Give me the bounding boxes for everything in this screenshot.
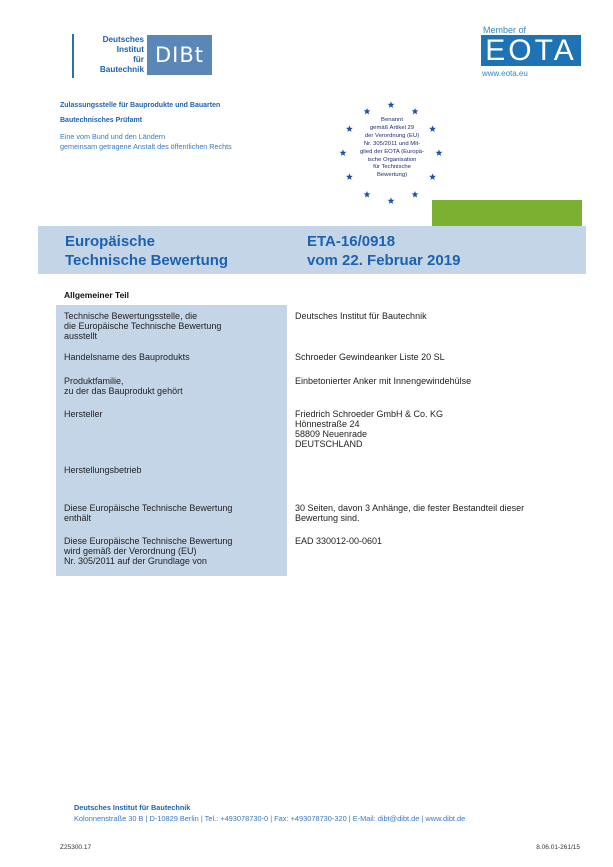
row-value [295, 352, 575, 362]
row-value-line: DEUTSCHLAND [295, 439, 363, 449]
row-label [64, 311, 284, 341]
logo-divider [72, 34, 74, 78]
row-label-line: zu der das Bauprodukt gehört [64, 386, 183, 396]
dibt-logo-line: Bautechnik [99, 65, 144, 74]
row-label-line: Hersteller [64, 409, 103, 419]
row-label [64, 376, 284, 396]
row-label-line: Handelsname des Bauprodukts [64, 352, 190, 362]
authority-line-2: Bautechnisches Prüfamt [60, 117, 143, 124]
row-label-line: die Europäische Technische Bewertung [64, 321, 222, 331]
eta-number: ETA-16/0918 [307, 233, 396, 250]
authority-line-4: gemeinsam getragene Anstalt des öffentlichen Rechts [60, 142, 232, 151]
row-label-line: Technische Bewertungsstelle, die [64, 311, 198, 321]
star-icon [412, 108, 419, 115]
document-title [65, 232, 228, 270]
section-heading: Allgemeiner Teil [64, 290, 130, 300]
row-value [295, 503, 575, 523]
row-value-line: EAD 330012-00-0601 [295, 536, 383, 546]
row-label-line: enthält [64, 513, 92, 523]
star-icon [412, 191, 419, 198]
row-label-line: ausstellt [64, 331, 98, 341]
footer-contact: Kolonnenstraße 30 B | D-10829 Berlin | Tel.: +493078730-0 | Fax: +493078730-320 | E-Mail: dibt@dibt.de | www.dibt.de [74, 814, 466, 823]
row-label [64, 465, 284, 475]
star-icon [364, 191, 371, 198]
row-value-line: Schroeder Gewindeanker Liste 20 SL [295, 352, 445, 362]
row-value [295, 409, 575, 449]
badge-line: glied der EOTA (Europä- [359, 148, 425, 155]
row-value [295, 311, 575, 321]
badge-line: Benannt [381, 117, 403, 123]
footer-org: Deutsches Institut für Bautechnik [74, 803, 191, 812]
row-label-line: wird gemäß der Verordnung (EU) [64, 546, 197, 556]
row-value [295, 376, 575, 386]
badge-line: für Technische [373, 164, 411, 171]
star-icon [388, 197, 395, 204]
row-value-line: Bewertung sind. [295, 513, 360, 523]
eota-url: www.eota.eu [482, 69, 528, 78]
notified-body-badge-text [342, 117, 442, 180]
row-label-line: Herstellungsbetrieb [64, 465, 142, 475]
row-label [64, 536, 284, 566]
dibt-logo-mark: DIBt [147, 35, 212, 75]
row-value-line: Einbetonierter Anker mit Innengewindehülse [295, 376, 472, 386]
row-value-line: Deutsches Institut für Bautechnik [295, 311, 427, 321]
row-label-line: Produktfamilie, [64, 376, 124, 386]
badge-line: gemäß Artikel 29 [369, 124, 415, 131]
eota-member-label: Member of [483, 25, 527, 35]
row-label-line: Nr. 305/2011 auf der Grundlage von [64, 556, 207, 566]
row-value-line: Hönnestraße 24 [295, 419, 360, 429]
row-label-line: Diese Europäische Technische Bewertung [64, 536, 233, 546]
row-value [295, 536, 575, 546]
star-icon [364, 108, 371, 115]
badge-line: ische Organisation [367, 156, 417, 163]
document-code: Z25300.17 [60, 844, 92, 851]
document-reference [307, 232, 460, 270]
title-line-2: Technische Bewertung [65, 252, 229, 269]
row-label [64, 409, 284, 419]
star-icon [388, 101, 395, 108]
eta-date: vom 22. Februar 2019 [307, 252, 461, 269]
eota-logo-mark: EOTA [481, 35, 581, 66]
badge-line: Bewertung) [376, 172, 408, 179]
row-value-line: Friedrich Schroeder GmbH & Co. KG [295, 409, 444, 419]
badge-line: der Verordnung (EU) [364, 132, 420, 139]
file-number: 8.06.01-261/15 [536, 844, 580, 851]
title-line-1: Europäische [65, 233, 156, 250]
authority-line-1: Zulassungsstelle für Bauprodukte und Bauarten [60, 102, 221, 109]
row-label [64, 503, 284, 523]
authority-line-3: Eine vom Bund und den Ländern [60, 132, 166, 141]
badge-line: Nr. 305/2011 und Mit- [363, 140, 421, 147]
dibt-logo-text [78, 35, 144, 75]
dibt-logo-line: für [133, 55, 144, 64]
row-value-line: 58809 Neuenrade [295, 429, 368, 439]
row-label-line: Diese Europäische Technische Bewertung [64, 503, 233, 513]
row-label [64, 352, 284, 362]
dibt-logo-line: Institut [116, 45, 144, 54]
row-value-line: 30 Seiten, davon 3 Anhänge, die fester Bestandteil dieser [295, 503, 525, 513]
dibt-logo-line: Deutsches [102, 35, 144, 44]
